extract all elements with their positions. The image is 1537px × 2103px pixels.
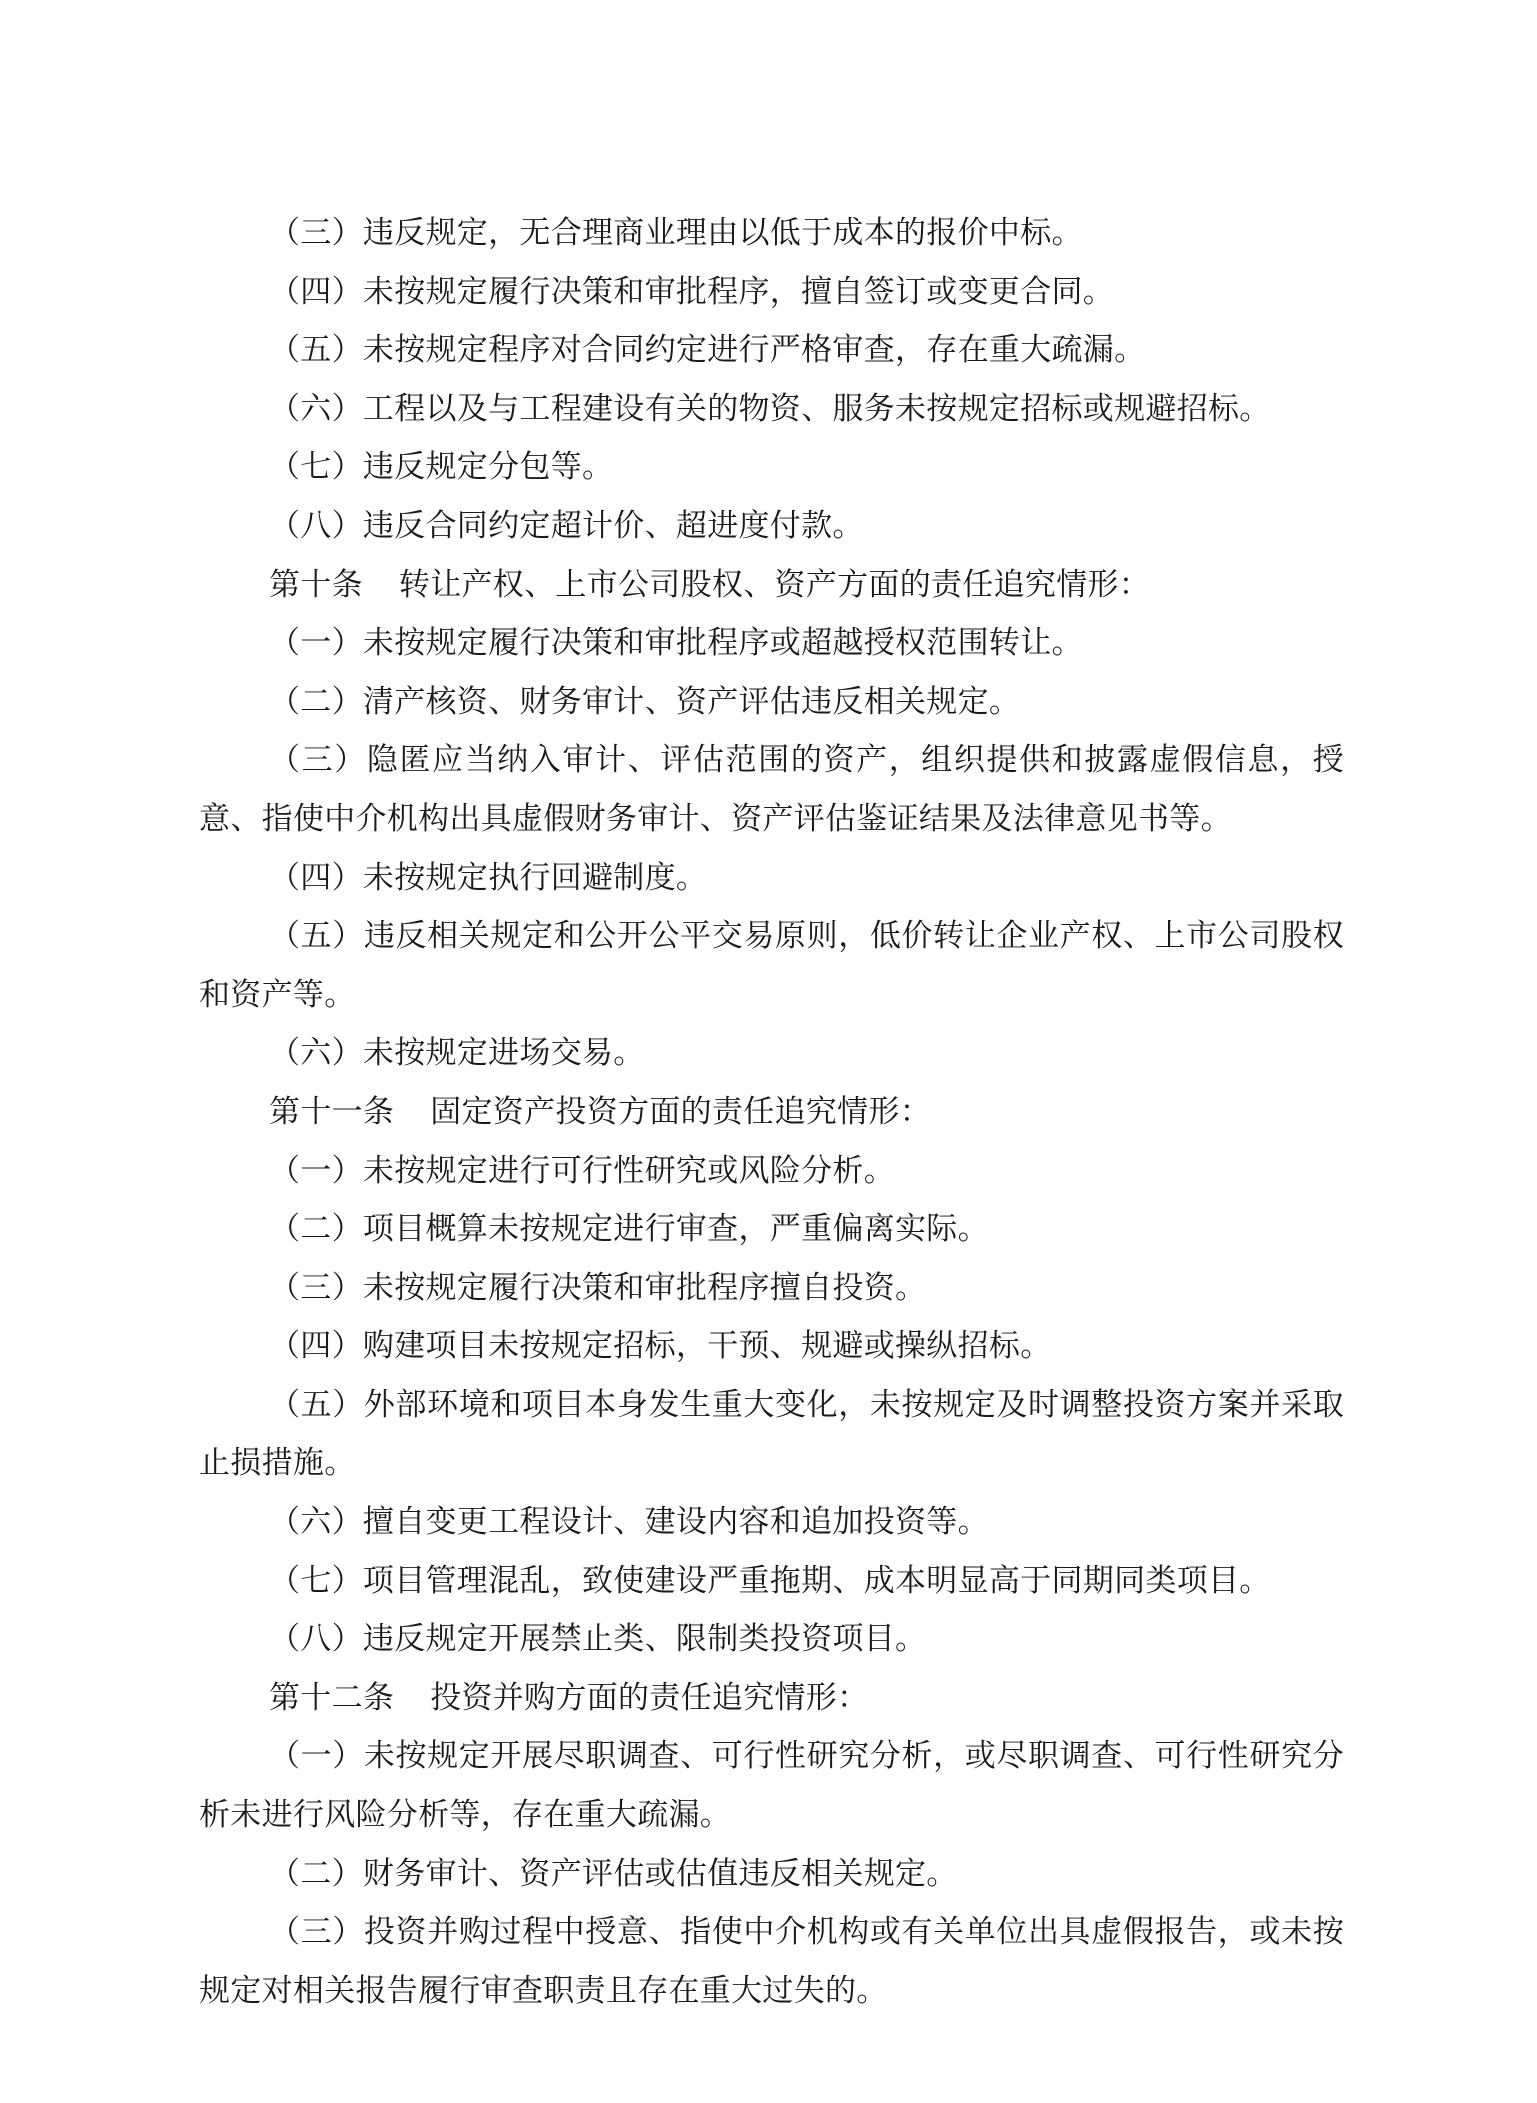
clause-item: （三）投资并购过程中授意、指使中介机构或有关单位出具虚假报告，或未按规定对相关报告履行审查职责且存在重大过失的。 (199, 1914, 1344, 2009)
article-title: 投资并购方面的责任追究情形： (430, 1679, 869, 1716)
clause-item: （三）未按规定履行决策和审批程序擅自投资。 (269, 1269, 927, 1306)
article-heading (199, 556, 1344, 615)
article-heading (199, 1083, 1344, 1142)
clause-item: （六）擅自变更工程设计、建设内容和追加投资等。 (269, 1504, 989, 1541)
article-number: 第十条 (269, 566, 363, 603)
article-number: 第十二条 (269, 1679, 395, 1716)
clause-item: （二）项目概算未按规定进行审查，严重偏离实际。 (269, 1211, 989, 1248)
clause-item: （四）未按规定履行决策和审批程序，擅自签订或变更合同。 (269, 273, 1115, 310)
clause-item: （一）未按规定开展尽职调查、可行性研究分析，或尽职调查、可行性研究分析未进行风险分析等，存在重大疏漏。 (199, 1738, 1344, 1834)
clause-item: （五）外部环境和项目本身发生重大变化，未按规定及时调整投资方案并采取止损措施。 (199, 1386, 1344, 1482)
clause-item: （二）清产核资、财务审计、资产评估违反相关规定。 (269, 683, 1021, 720)
clause-item: （五）未按规定程序对合同约定进行严格审查，存在重大疏漏。 (269, 332, 1146, 369)
article-number: 第十一条 (269, 1093, 395, 1130)
clause-item: （八）违反合同约定超计价、超进度付款。 (269, 507, 864, 544)
clause-item: （七）项目管理混乱，致使建设严重拖期、成本明显高于同期同类项目。 (269, 1562, 1271, 1599)
clause-item: （一）未按规定进行可行性研究或风险分析。 (269, 1152, 895, 1189)
clause-item: （三）违反规定，无合理商业理由以低于成本的报价中标。 (269, 215, 1083, 251)
clause-item: （四）购建项目未按规定招标，干预、规避或操纵招标。 (269, 1328, 1052, 1365)
clause-item: （四）未按规定执行回避制度。 (269, 859, 708, 896)
clause-item: （八）违反规定开展禁止类、限制类投资项目。 (269, 1621, 927, 1658)
clause-item: （一）未按规定履行决策和审批程序或超越授权范围转让。 (269, 625, 1083, 662)
article-title: 固定资产投资方面的责任追究情形： (430, 1093, 932, 1130)
clause-item: （七）违反规定分包等。 (269, 449, 614, 486)
document-body (199, 204, 1344, 2020)
clause-item: （六）工程以及与工程建设有关的物资、服务未按规定招标或规避招标。 (269, 390, 1271, 427)
clause-item: （五）违反相关规定和公开公平交易原则，低价转让企业产权、上市公司股权和资产等。 (199, 918, 1344, 1013)
clause-item: （二）财务审计、资产评估或估值违反相关规定。 (269, 1855, 958, 1892)
article-heading (199, 1669, 1344, 1728)
article-title: 转让产权、上市公司股权、资产方面的责任追究情形： (398, 566, 1151, 603)
clause-item: （六）未按规定进场交易。 (269, 1035, 645, 1072)
clause-item: （三）隐匿应当纳入审计、评估范围的资产，组织提供和披露虚假信息，授意、指使中介机构出具虚假财务审计、资产评估鉴证结果及法律意见书等。 (199, 742, 1344, 837)
